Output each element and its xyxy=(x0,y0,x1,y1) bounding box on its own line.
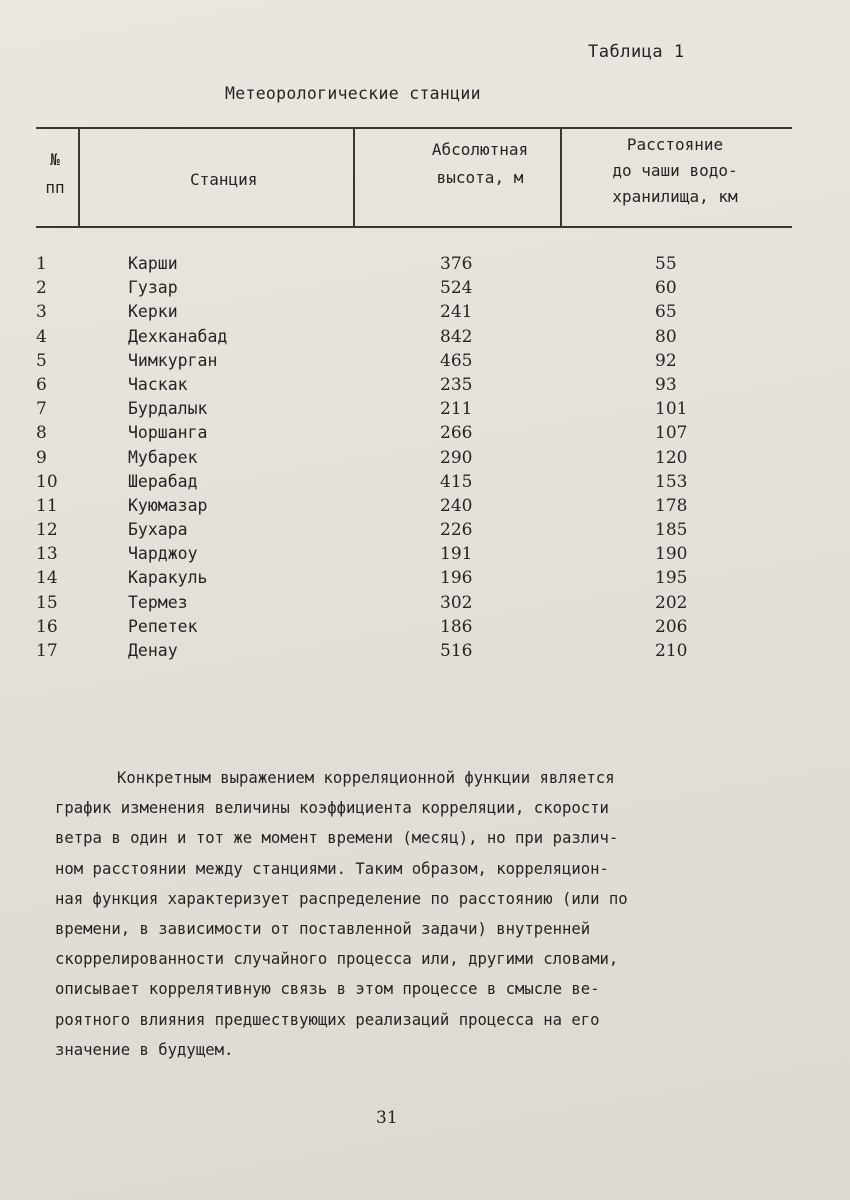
altitude-value: 376 xyxy=(440,254,473,274)
station-name: Бухара xyxy=(128,520,188,540)
header-number-line2: пп xyxy=(45,178,65,197)
row-number: 6 xyxy=(36,374,47,395)
table-row xyxy=(0,496,850,520)
table-body xyxy=(0,254,850,665)
station-name: Денау xyxy=(128,641,178,660)
table-row xyxy=(0,423,850,447)
row-number: 3 xyxy=(36,302,47,323)
altitude-value: 842 xyxy=(440,326,473,347)
table-row xyxy=(0,593,850,617)
table-row xyxy=(0,568,850,592)
station-name: Репетек xyxy=(128,616,198,636)
table-header-rule xyxy=(36,226,792,228)
row-number: 16 xyxy=(36,616,58,637)
altitude-value: 196 xyxy=(440,568,473,589)
header-altitude xyxy=(410,136,550,192)
altitude-value: 211 xyxy=(440,399,473,420)
altitude-value: 465 xyxy=(440,350,473,371)
altitude-value: 191 xyxy=(440,544,473,565)
altitude-value: 266 xyxy=(440,423,473,444)
altitude-value: 516 xyxy=(440,641,473,661)
distance-value: 60 xyxy=(655,278,677,299)
station-name: Шерабад xyxy=(128,471,198,491)
station-name: Мубарек xyxy=(128,447,198,467)
row-number: 9 xyxy=(36,447,47,468)
distance-value: 178 xyxy=(655,495,688,516)
page-number: 31 xyxy=(376,1108,398,1128)
station-name: Дехканабад xyxy=(128,326,228,346)
distance-value: 107 xyxy=(655,423,688,444)
distance-value: 185 xyxy=(655,520,688,541)
table-row xyxy=(0,399,850,423)
station-name: Керки xyxy=(128,302,178,322)
paragraph-line: Конкретным выражением корреляционной функции является xyxy=(117,769,615,787)
distance-value: 92 xyxy=(655,350,677,371)
distance-value: 202 xyxy=(655,592,688,613)
table-row xyxy=(0,520,850,544)
header-number-line1: № xyxy=(50,150,60,169)
altitude-value: 290 xyxy=(440,447,473,468)
header-altitude-line2: высота, м xyxy=(436,168,524,187)
row-number: 1 xyxy=(36,254,47,274)
table-top-rule xyxy=(36,127,792,129)
altitude-value: 241 xyxy=(440,302,473,323)
row-number: 17 xyxy=(36,641,58,661)
paragraph-line: ветра в один и тот же момент времени (месяц), но при различ- xyxy=(55,829,619,848)
table-row xyxy=(0,375,850,399)
row-number: 13 xyxy=(36,544,58,565)
station-name: Чоршанга xyxy=(128,423,208,443)
table-row xyxy=(0,544,850,568)
paragraph-line: скоррелированности случайного процесса или, другими словами, xyxy=(55,950,619,969)
station-name: Каракуль xyxy=(128,568,208,588)
table-row xyxy=(0,351,850,375)
row-number: 10 xyxy=(36,471,58,492)
altitude-value: 235 xyxy=(440,374,473,395)
column-divider xyxy=(353,128,355,226)
table-caption: Метеорологические станции xyxy=(225,84,481,103)
paragraph-line: описывает коррелятивную связь в этом процессе в смысле ве- xyxy=(55,980,600,999)
altitude-value: 524 xyxy=(440,278,473,299)
table-label: Таблица 1 xyxy=(588,42,685,62)
altitude-value: 186 xyxy=(440,616,473,637)
paragraph-line: времени, в зависимости от поставленной задачи) внутренней xyxy=(55,920,591,939)
station-name: Чимкурган xyxy=(128,350,218,370)
station-name: Бурдалык xyxy=(128,399,208,419)
distance-value: 190 xyxy=(655,544,688,565)
header-distance-line3: хранилища, км xyxy=(612,187,738,206)
station-name: Чарджоу xyxy=(128,544,198,564)
header-distance-line1: Расстояние xyxy=(626,135,724,154)
table-row xyxy=(0,472,850,496)
paragraph-line: график изменения величины коэффициента корреляции, скорости xyxy=(55,799,609,818)
table-row xyxy=(0,448,850,472)
row-number: 12 xyxy=(36,520,58,541)
station-name: Карши xyxy=(128,254,178,273)
station-name: Куюмазар xyxy=(128,495,208,515)
distance-value: 206 xyxy=(655,616,688,637)
paragraph-line: ная функция характеризует распределение по расстоянию (или по xyxy=(55,889,628,908)
distance-value: 153 xyxy=(655,471,688,492)
table-row xyxy=(0,641,850,665)
station-name: Часкак xyxy=(128,374,188,394)
distance-value: 101 xyxy=(655,399,688,420)
table-row xyxy=(0,617,850,641)
altitude-value: 226 xyxy=(440,520,473,541)
row-number: 2 xyxy=(36,278,47,299)
distance-value: 120 xyxy=(655,447,688,468)
column-divider xyxy=(560,128,562,226)
distance-value: 93 xyxy=(655,374,677,395)
body-paragraph xyxy=(55,763,775,1065)
row-number: 14 xyxy=(36,568,58,589)
header-distance-line2: до чаши водо- xyxy=(612,161,738,180)
row-number: 15 xyxy=(36,592,58,613)
altitude-value: 415 xyxy=(440,471,473,492)
row-number: 8 xyxy=(36,423,47,444)
row-number: 5 xyxy=(36,350,47,371)
table-row xyxy=(0,302,850,326)
distance-value: 195 xyxy=(655,568,688,589)
row-number: 4 xyxy=(36,326,47,347)
header-altitude-line1: Абсолютная xyxy=(431,140,529,159)
table-row xyxy=(0,254,850,278)
column-divider xyxy=(78,128,80,226)
distance-value: 210 xyxy=(655,641,688,661)
header-distance xyxy=(585,132,765,210)
distance-value: 55 xyxy=(655,254,677,274)
table-row xyxy=(0,278,850,302)
distance-value: 80 xyxy=(655,326,677,347)
distance-value: 65 xyxy=(655,302,677,323)
station-name: Гузар xyxy=(128,278,178,298)
paragraph-line: роятного влияния предшествующих реализаций процесса на его xyxy=(55,1010,600,1029)
table-row xyxy=(0,327,850,351)
paragraph-line: ном расстоянии между станциями. Таким образом, корреляцион- xyxy=(55,859,609,878)
altitude-value: 302 xyxy=(440,592,473,613)
paragraph-line: значение в будущем. xyxy=(55,1040,234,1059)
station-name: Термез xyxy=(128,592,188,612)
row-number: 11 xyxy=(36,495,58,516)
header-station: Станция xyxy=(190,170,258,189)
row-number: 7 xyxy=(36,399,47,420)
header-number xyxy=(40,146,70,202)
altitude-value: 240 xyxy=(440,495,473,516)
